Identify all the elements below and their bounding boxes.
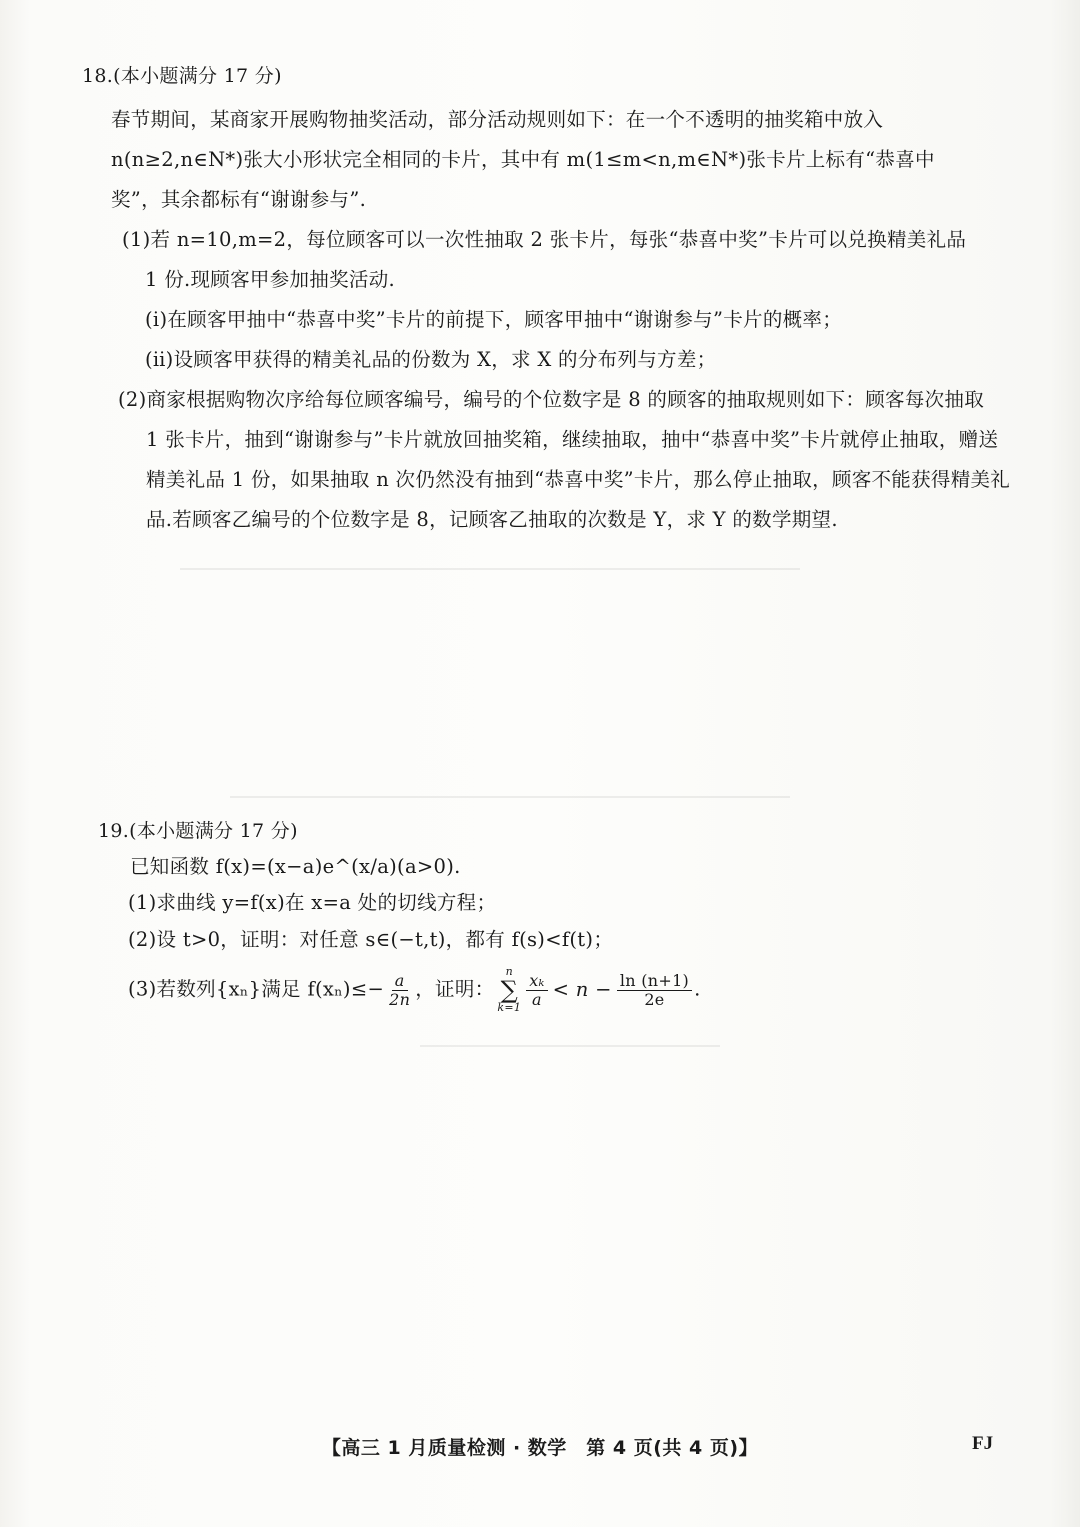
question-18-part1 [145,266,395,294]
summation-upper-limit: n [505,965,513,978]
question-18-intro-line [111,186,366,214]
summation-symbol [497,966,521,1014]
fraction-ln-over-2e [617,972,692,1009]
fraction-numerator: a [392,972,408,991]
question-18-intro-text: 奖”，其余都标有“谢谢参与”. [111,188,367,211]
fraction-denominator: a [532,989,542,1009]
question-18-intro-line [111,106,979,134]
fraction-numerator: ln (n+1) [617,972,692,991]
question-19-given: 已知函数 f(x)=(x−a)e^(x/a)(a>0). [130,855,461,878]
fraction-xk-over-a [526,972,547,1009]
question-18-intro-line [111,146,979,174]
question-18-part1-text: 1 份.现顾客甲参加抽奖活动. [145,268,396,291]
question-19-part3-mid: ，证明： [415,977,495,1001]
page-footer [0,1433,1080,1460]
question-19-part3-relation: < n − [552,977,612,1001]
question-18-part1-text: (1)若 n=10,m=2，每位顾客可以一次性抽取 2 张卡片，每张“恭喜中奖”卡片可以兑换精美礼品 [122,228,967,251]
fraction-denominator: 2n [389,989,411,1009]
fraction-a-over-2n [386,972,413,1009]
sigma-icon: ∑ [500,976,519,1004]
question-18-heading: 18.(本小题满分 17 分) [82,65,282,87]
fraction-numerator: xₖ [526,972,547,991]
question-18-part1-ii: (ⅱ)设顾客甲获得的精美礼品的份数为 X，求 X 的分布列与方差； [145,348,717,371]
question-18-part2 [146,466,1010,494]
question-18-part2 [146,426,998,454]
question-18-part2 [146,506,838,534]
footer-label: 【高三 1 月质量检测 · 数学 第 4 页(共 4 页)】 [321,1437,759,1459]
question-19-part3 [128,966,701,1014]
fraction-denominator: 2e [644,989,665,1009]
question-18-part2-text: 精美礼品 1 份，如果抽取 n 次仍然没有抽到“恭喜中奖”卡片，那么停止抽取，顾客不能获得精美礼 [146,468,1011,491]
question-19-part1: (1)求曲线 y=f(x)在 x=a 处的切线方程； [128,891,497,914]
bleed-through-mark [420,1045,720,1047]
question-19-heading: 19.(本小题满分 17 分) [98,820,298,842]
question-18-part1-i: (ⅰ)在顾客甲抽中“恭喜中奖”卡片的前提下，顾客甲抽中“谢谢参与”卡片的概率； [145,308,843,331]
question-19-part3-end: . [694,977,701,1001]
question-18-part2-text: (2)商家根据购物次序给每位顾客编号，编号的个位数字是 8 的顾客的抽取规则如下：顾客每次抽取 [118,388,985,411]
bleed-through-mark [180,568,800,570]
question-18-part2-text: 品.若顾客乙编号的个位数字是 8，记顾客乙抽取的次数是 Y，求 Y 的数学期望. [146,508,838,531]
summation-lower-limit: k=1 [497,1001,522,1014]
region-code: FJ [972,1433,994,1454]
question-18-part1 [122,226,966,254]
question-18-intro-text: 春节期间，某商家开展购物抽奖活动，部分活动规则如下：在一个不透明的抽奖箱中放入 [111,108,884,131]
question-18-intro-text: n(n≥2,n∈N*)张大小形状完全相同的卡片，其中有 m(1≤m<n,m∈N*)张卡片上标有“恭喜中 [111,148,935,171]
question-19-part3-lead: (3)若数列{xₙ}满足 f(xₙ)≤− [128,977,385,1001]
question-19-part2: (2)设 t>0，证明：对任意 s∈(−t,t)，都有 f(s)<f(t)； [128,928,614,951]
bleed-through-mark [230,796,790,798]
question-18-part2-text: 1 张卡片，抽到“谢谢参与”卡片就放回抽奖箱，继续抽取，抽中“恭喜中奖”卡片就停止抽取，赠送 [146,428,999,451]
question-18-part2 [118,386,984,414]
